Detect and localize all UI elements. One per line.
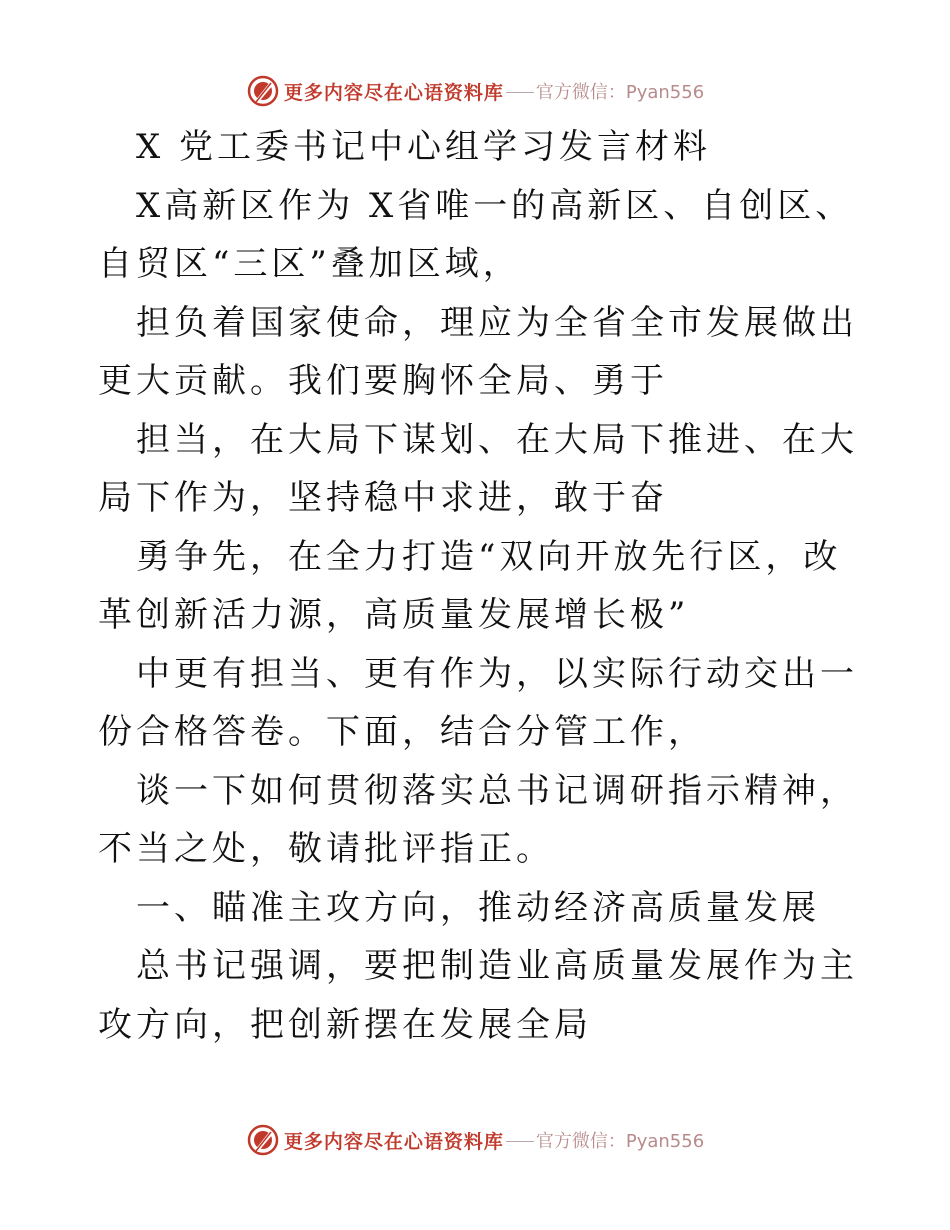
paragraph: X高新区作为 X省唯一的高新区、自创区、自贸区“三区”叠加区域， [98,185,854,284]
document-body [98,118,858,1054]
paragraph: 勇争先，在全力打造“双向开放先行区，改革创新活力源，高质量发展增长极” [98,536,842,635]
header-separator [506,92,534,93]
paragraph: 担当，在大局下谋划、在大局下推进、在大局下作为，坚持稳中求进，敢于奋 [98,419,858,518]
quill-logo-icon [246,1123,280,1157]
paragraph: 担负着国家使命，理应为全省全市发展做出更大贡献。我们要胸怀全局、勇于 [98,302,858,401]
header-brand-text: 更多内容尽在心语资料库 [283,81,504,104]
footer-brand-text: 更多内容尽在心语资料库 [283,1130,504,1153]
footer-wechat-text: 官方微信：Pyan556 [535,1131,705,1152]
paragraph: 总书记强调，要把制造业高质量发展作为主攻方向，把创新摆在发展全局 [98,946,858,1045]
quill-logo-icon [246,74,280,108]
section-heading: 一、瞄准主攻方向，推动经济高质量发展 [136,887,820,928]
header-watermark [0,71,950,111]
paragraph: 谈一下如何贯彻落实总书记调研指示精神，不当之处，敬请批评指正。 [98,770,858,869]
document-title: X 党工委书记中心组学习发言材料 [136,127,712,167]
paragraph: 中更有担当、更有作为，以实际行动交出一份合格答卷。下面，结合分管工作， [98,653,858,752]
header-wechat-text: 官方微信：Pyan556 [535,82,705,103]
footer-separator [506,1141,534,1142]
footer-watermark [0,1120,950,1160]
